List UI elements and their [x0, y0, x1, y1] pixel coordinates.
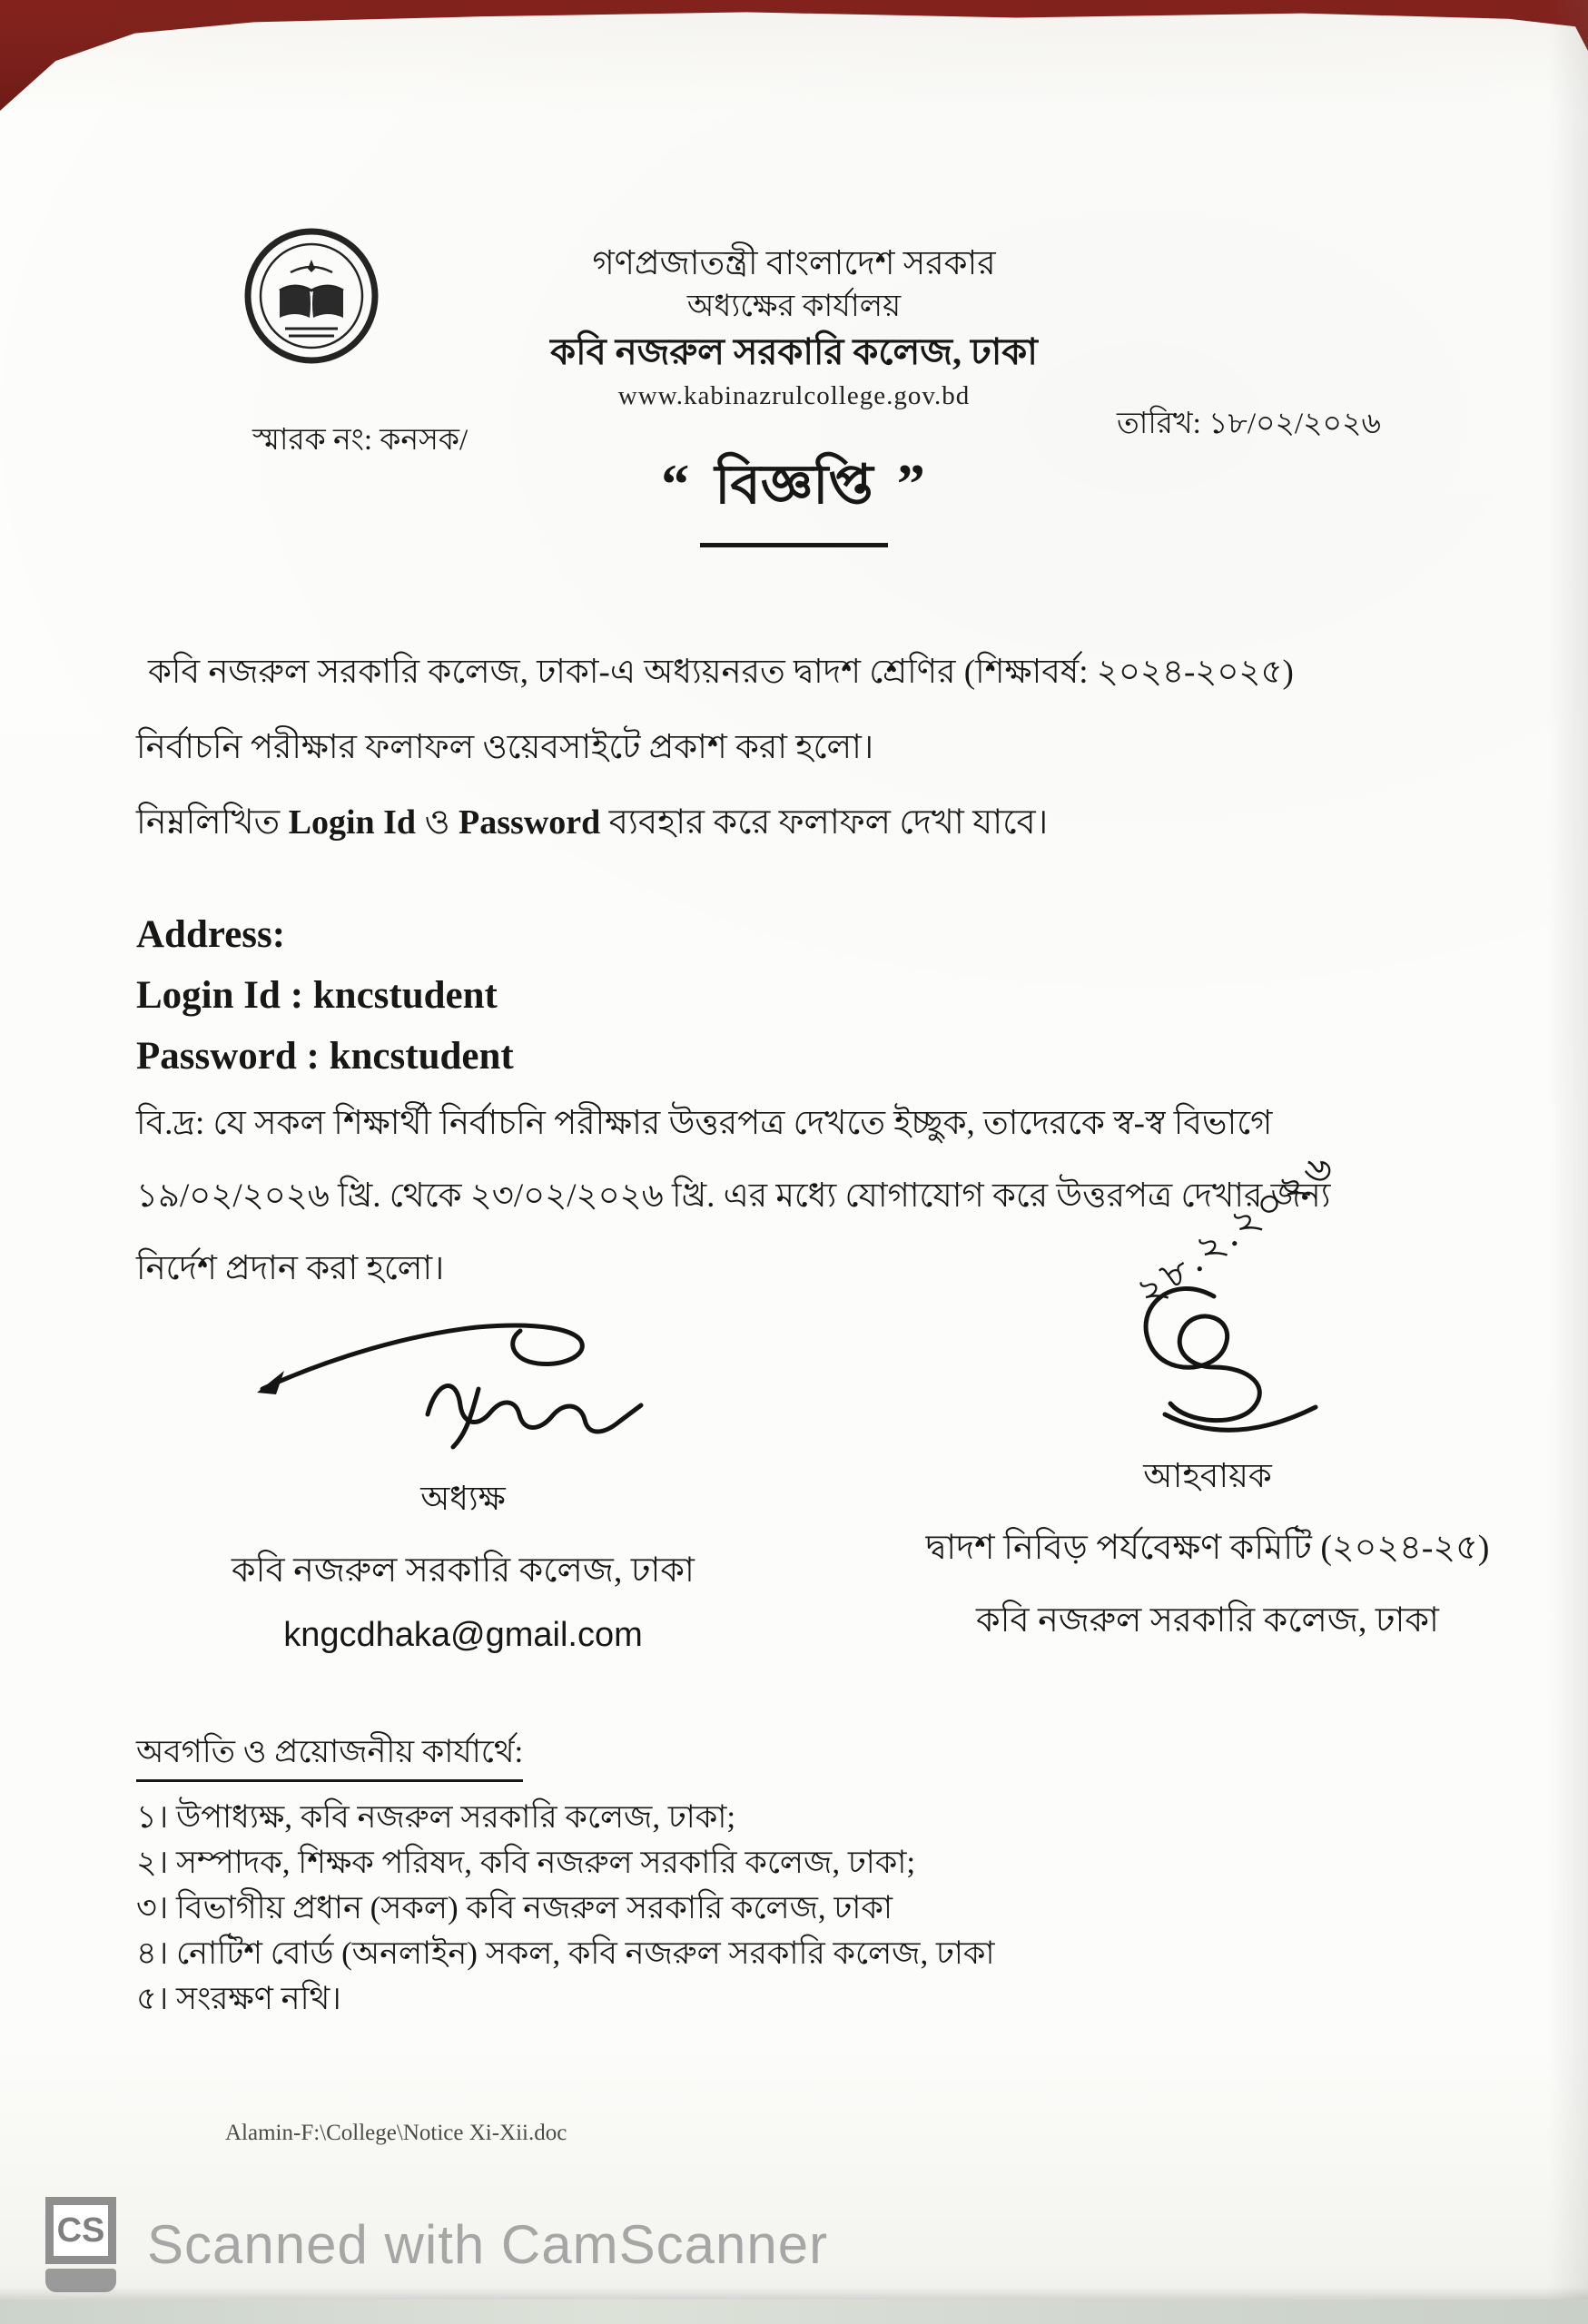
handwritten-date: ২৮.২.২০২৬ — [1128, 1141, 1345, 1315]
note-line3: নির্দেশ প্রদান করা হলো। — [136, 1250, 445, 1287]
camscanner-watermark — [45, 2197, 828, 2292]
credentials-block — [136, 904, 514, 1087]
principal-org: কবি নজরুল সরকারি কলেজ, ঢাকা — [232, 1551, 695, 1590]
camscanner-icon — [45, 2197, 116, 2292]
paper-bottom-shadow — [0, 2287, 1588, 2299]
distribution-list — [136, 1729, 995, 2022]
notice-title — [0, 443, 1588, 547]
note-line1: বি.দ্র: যে সকল শিক্ষার্থী নির্বাচনি পরীক্ষার উত্তরপত্র দেখতে ইচ্ছুক, তাদেরকে স্ব-স্ব বিভাগে — [136, 1105, 1273, 1142]
document-file-path: Alamin-F:\College\Notice Xi-Xii.doc — [225, 2121, 567, 2145]
letterhead — [0, 247, 1588, 409]
login-id-word: Login Id — [288, 803, 417, 842]
photo-background-surface — [0, 2299, 1588, 2324]
memo-number: স্মারক নং: কনসক/ — [252, 424, 469, 457]
principal-signature-icon — [250, 1298, 676, 1466]
distribution-item-2: ২। সম্পাদক, শিক্ষক পরিষদ, কবি নজরুল সরকারি কলেজ, ঢাকা; — [136, 1845, 916, 1880]
note-line2: ১৯/০২/২০২৬ খ্রি. থেকে ২৩/০২/২০২৬ খ্রি. এর মধ্যে যোগাযোগ করে উত্তরপত্র দেখার জন্য — [136, 1177, 1331, 1215]
photo-edge-top — [0, 0, 1588, 111]
para2-mid: ও — [416, 803, 459, 842]
distribution-heading: অবগতি ও প্রয়োজনীয় কার্যার্থে: — [136, 1729, 523, 1782]
convener-role: আহবায়ক — [1143, 1458, 1272, 1495]
convener-org: কবি নজরুল সরকারি কলেজ, ঢাকা — [976, 1601, 1439, 1640]
para2-suffix: ব্যবহার করে ফলাফল দেখা যাবে। — [600, 803, 1049, 842]
convener-signature-area — [872, 1141, 1544, 1443]
open-quote: “ — [661, 454, 692, 516]
notice-date: তারিখ: ১৮/০২/২০২৬ — [1117, 408, 1381, 440]
distribution-item-1: ১। উপাধ্যক্ষ, কবি নজরুল সরকারি কলেজ, ঢাকা; — [136, 1799, 736, 1835]
camscanner-text: Scanned with CamScanner — [147, 2214, 829, 2275]
password-value: Password : kncstudent — [136, 1035, 514, 1078]
principal-email: kngcdhaka@gmail.com — [283, 1616, 643, 1654]
distribution-item-4: ৪। নোটিশ বোর্ড (অনলাইন) সকল, কবি নজরুল সরকারি কলেজ, ঢাকা — [136, 1935, 995, 1971]
distribution-item-5: ৫। সংরক্ষণ নথি। — [136, 1981, 341, 2016]
convener-signature-icon — [1058, 1271, 1357, 1443]
notice-title-word: বিজ্ঞপ্তি — [700, 443, 887, 547]
college-website: www.kabinazrulcollege.gov.bd — [617, 381, 971, 410]
para2-login-instruction — [136, 795, 1048, 853]
para1-line2: নির্বাচনি পরীক্ষার ফলাফল ওয়েবসাইটে প্রকাশ করা হলো। — [136, 729, 874, 766]
para2-prefix: নিম্নলিখিত — [136, 803, 289, 842]
address-label: Address: — [136, 913, 286, 956]
principal-role: অধ্যক্ষ — [420, 1481, 506, 1518]
login-id-value: Login Id : kncstudent — [136, 974, 498, 1017]
camscanner-cs-label: CS — [45, 2197, 116, 2264]
para1-line1: কবি নজরুল সরকারি কলেজ, ঢাকা-এ অধ্যয়নরত দ্বাদশ শ্রেণির (শিক্ষাবর্ষ: ২০২৪-২০২৫) — [148, 654, 1294, 691]
principal-signature-block — [136, 1298, 790, 1655]
college-name: কবি নজরুল সরকারি কলেজ, ঢাকা — [550, 331, 1038, 372]
government-name: গণপ্রজাতন্ত্রী বাংলাদেশ সরকার — [592, 245, 996, 282]
convener-committee: দ্বাদশ নিবিড় পর্যবেক্ষণ কমিটি (২০২৪-২৫) — [925, 1529, 1490, 1567]
close-quote: ” — [896, 454, 927, 516]
password-word: Password — [459, 803, 601, 842]
convener-signature-block — [872, 1141, 1544, 1651]
distribution-item-3: ৩। বিভাগীয় প্রধান (সকল) কবি নজরুল সরকারি কলেজ, ঢাকা — [136, 1890, 893, 1925]
office-name: অধ্যক্ষের কার্যালয় — [686, 290, 902, 323]
